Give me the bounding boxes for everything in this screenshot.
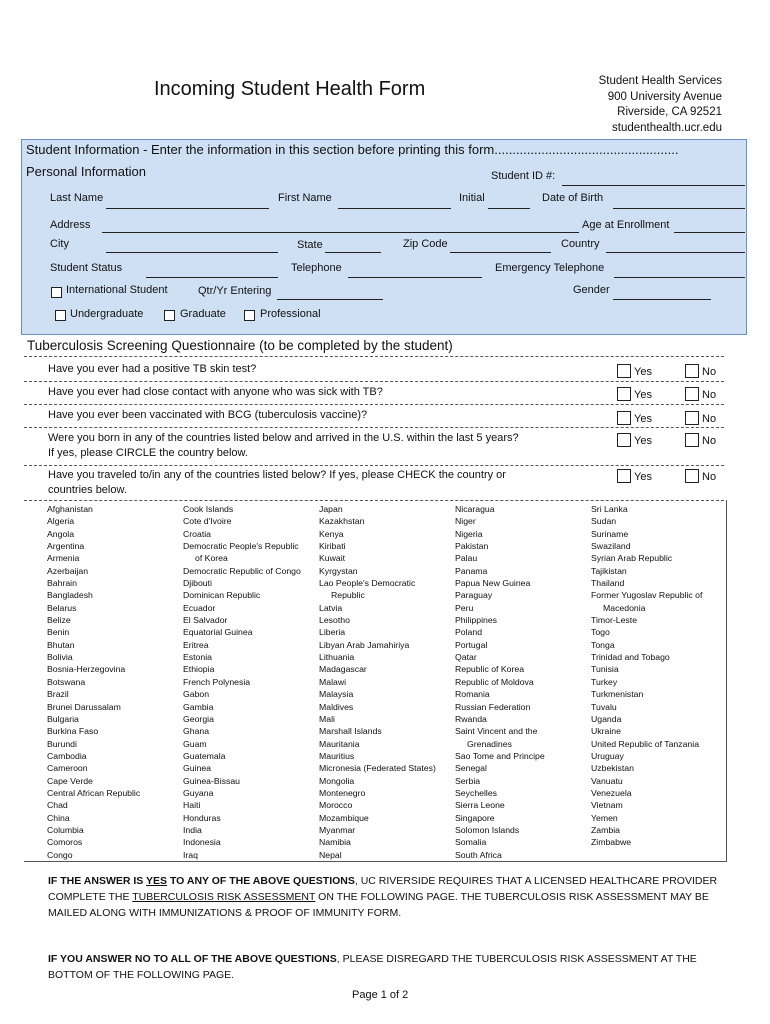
country-item: Niger: [455, 516, 476, 527]
country-item: Turkmenistan: [591, 689, 644, 700]
country-item: Japan: [319, 504, 343, 514]
country-item: Burundi: [47, 738, 77, 749]
country-item: Guinea: [183, 763, 212, 774]
country-item: Ukraine: [591, 726, 621, 737]
country-item: Croatia: [183, 528, 212, 539]
country-label: Country: [561, 238, 600, 250]
office-name: Student Health Services: [598, 75, 722, 87]
tb-question-5: [48, 468, 506, 498]
country-item: Haiti: [183, 800, 201, 811]
tb-question-5-line-1: Have you traveled to/in any of the countries listed below? If yes, please CHECK the country or: [48, 469, 506, 481]
address-field[interactable]: [102, 232, 579, 233]
country-item: Panama: [455, 565, 488, 576]
student-info-heading: Student Information - Enter the information in this section before printing this form...................................................: [26, 142, 679, 157]
country-item: Guinea-Bissau: [183, 775, 240, 786]
country-item: Former Yugoslav Republic of: [591, 590, 703, 601]
q1-no-checkbox[interactable]: [685, 364, 699, 378]
undergraduate-label: Undergraduate: [70, 308, 144, 320]
tb-question-1: Have you ever had a positive TB skin test?: [48, 363, 257, 375]
country-item: Cambodia: [47, 750, 87, 761]
q4-yes-label: Yes: [634, 435, 652, 447]
office-street: 900 University Avenue: [607, 90, 722, 103]
q2-yes-label: Yes: [634, 389, 652, 401]
q2-no-label: No: [702, 389, 717, 401]
country-item: Ghana: [183, 726, 210, 737]
country-item: Eritrea: [183, 639, 209, 650]
country-item: Serbia: [455, 775, 481, 786]
country-item: Dominican Republic: [183, 590, 261, 601]
country-item: Singapore: [455, 812, 495, 823]
q3-no-checkbox[interactable]: [685, 411, 699, 425]
country-item: Yemen: [591, 812, 618, 823]
country-item: Zambia: [591, 824, 620, 835]
country-item: Philippines: [455, 615, 498, 626]
country-item: Grenadines: [467, 738, 512, 749]
country-item: Kazakhstan: [319, 516, 365, 527]
dob-field[interactable]: [613, 208, 745, 209]
zip-field[interactable]: [450, 252, 551, 253]
country-item: Nepal: [319, 849, 342, 860]
page-number: Page 1 of 2: [352, 989, 409, 1001]
country-item: Bangladesh: [47, 590, 93, 601]
country-item: Portugal: [455, 639, 488, 650]
country-item: Iraq: [183, 849, 198, 860]
country-item: United Republic of Tanzania: [591, 738, 700, 749]
country-item: Belize: [47, 615, 71, 626]
telephone-field[interactable]: [348, 277, 482, 278]
country-item: Lithuania: [319, 652, 355, 663]
undergraduate-checkbox[interactable]: [55, 310, 66, 321]
country-item: Timor-Leste: [591, 615, 638, 626]
country-item: Malawi: [319, 676, 347, 687]
country-item: Republic of Moldova: [455, 676, 534, 687]
country-item: Sri Lanka: [591, 504, 628, 514]
country-item: Togo: [591, 627, 610, 638]
country-item: Malaysia: [319, 689, 354, 700]
office-address: [599, 74, 722, 136]
tb-question-2: Have you ever had close contact with anyone who was sick with TB?: [48, 386, 383, 398]
tb-question-4: [48, 431, 519, 461]
country-item: of Korea: [195, 553, 228, 564]
country-item: Uganda: [591, 713, 622, 724]
country-item: Sierra Leone: [455, 800, 505, 811]
country-item: Paraguay: [455, 590, 493, 601]
country-item: Benin: [47, 627, 70, 638]
telephone-label: Telephone: [291, 262, 342, 274]
country-item: Tajikistan: [591, 565, 627, 576]
country-item: Somalia: [455, 837, 487, 848]
country-item: Rwanda: [455, 713, 487, 724]
country-item: Republic of Korea: [455, 664, 525, 675]
country-item: Micronesia (Federated States): [319, 763, 436, 774]
country-item: Botswana: [47, 676, 86, 687]
student-status-field[interactable]: [146, 277, 278, 278]
country-item: Madagascar: [319, 664, 367, 675]
q4-no-label: No: [702, 435, 717, 447]
address-label: Address: [50, 219, 91, 231]
divider: [24, 381, 724, 382]
student-status-label: Student Status: [50, 262, 123, 274]
state-label: State: [297, 239, 323, 251]
q2-no-checkbox[interactable]: [685, 387, 699, 401]
office-web: studenthealth.ucr.edu: [612, 121, 722, 134]
country-item: Bolivia: [47, 652, 73, 663]
country-item: Brunei Darussalam: [47, 701, 121, 712]
country-item: Chad: [47, 800, 68, 811]
country-item: Estonia: [183, 652, 212, 663]
country-item: Algeria: [47, 516, 75, 527]
q5-no-checkbox[interactable]: [685, 469, 699, 483]
country-item: Mongolia: [319, 775, 355, 786]
country-item: Libyan Arab Jamahiriya: [319, 639, 410, 650]
office-city: Riverside, CA 92521: [617, 106, 722, 118]
country-item: Russian Federation: [455, 701, 531, 712]
country-column-2: [183, 503, 301, 861]
professional-label: Professional: [260, 308, 321, 320]
country-item: Saint Vincent and the: [455, 726, 538, 737]
tb-question-5-line-2: countries below.: [48, 484, 127, 496]
country-item: Congo: [47, 849, 73, 860]
q1-yes-label: Yes: [634, 366, 652, 378]
first-name-field[interactable]: [338, 208, 451, 209]
q4-no-checkbox[interactable]: [685, 433, 699, 447]
country-item: Qatar: [455, 652, 477, 663]
country-item: French Polynesia: [183, 676, 251, 687]
divider: [24, 465, 724, 466]
q1-no-label: No: [702, 366, 717, 378]
tb-question-3: Have you ever been vaccinated with BCG (tuberculosis vaccine)?: [48, 409, 368, 421]
country-item: Nicaragua: [455, 504, 495, 514]
country-item: Senegal: [455, 763, 487, 774]
country-item: Republic: [331, 590, 365, 601]
country-item: Angola: [47, 528, 75, 539]
country-item: Sudan: [591, 516, 617, 527]
country-item: Suriname: [591, 528, 629, 539]
country-item: Brazil: [47, 689, 69, 700]
country-item: Cook Islands: [183, 504, 234, 514]
dob-label: Date of Birth: [542, 192, 604, 204]
form-title: Incoming Student Health Form: [154, 78, 426, 100]
country-item: Armenia: [47, 553, 80, 564]
country-item: Burkina Faso: [47, 726, 99, 737]
country-item: Vanuatu: [591, 775, 623, 786]
country-item: Cote d'Ivoire: [183, 516, 232, 527]
country-item: Swaziland: [591, 541, 631, 552]
city-label: City: [50, 238, 69, 250]
country-item: Kuwait: [319, 553, 346, 564]
country-item: Cameroon: [47, 763, 88, 774]
country-item: Seychelles: [455, 787, 498, 798]
country-item: Uzbekistan: [591, 763, 634, 774]
country-item: Morocco: [319, 800, 353, 811]
emergency-telephone-label: Emergency Telephone: [495, 262, 605, 274]
country-item: Marshall Islands: [319, 726, 382, 737]
country-item: Liberia: [319, 627, 346, 638]
q3-yes-checkbox[interactable]: [617, 411, 631, 425]
country-item: Ecuador: [183, 602, 216, 613]
country-item: Palau: [455, 553, 478, 564]
country-item: Montenegro: [319, 787, 366, 798]
country-item: Kenya: [319, 528, 344, 539]
international-student-label: International Student: [66, 284, 168, 296]
divider: [24, 404, 724, 405]
qtr-entering-label: Qtr/Yr Entering: [198, 285, 272, 297]
country-item: Trinidad and Tobago: [591, 652, 670, 663]
country-column-4: [455, 503, 545, 861]
country-item: Thailand: [591, 578, 625, 589]
country-item: Romania: [455, 689, 490, 700]
country-item: Zimbabwe: [591, 837, 632, 848]
initial-field[interactable]: [488, 208, 530, 209]
country-item: Bhutan: [47, 639, 75, 650]
no-answer-notice: IF YOU ANSWER NO TO ALL OF THE ABOVE QUESTIONS, PLEASE DISREGARD THE TUBERCULOSIS RISK ASSESSMENT AT THE BOTTOM OF THE FOLLOWING PAGE.: [48, 953, 697, 981]
graduate-checkbox[interactable]: [164, 310, 175, 321]
country-item: Papua New Guinea: [455, 578, 531, 589]
country-item: Namibia: [319, 837, 351, 848]
country-item: Tunisia: [591, 664, 619, 675]
country-item: Kyrgystan: [319, 565, 358, 576]
country-item: Lao People's Democratic: [319, 578, 416, 589]
yes-answer-notice: IF THE ANSWER IS YES TO ANY OF THE ABOVE QUESTIONS, UC RIVERSIDE REQUIRES THAT A LICENSED HEALTHCARE PROVIDER COMPLETE THE TUBERCULOSIS RISK ASSESSMENT ON THE FOLLOWING PAGE. THE TUBERCULOSIS RISK ASSESSMENT MAY BE MAILED ALONG WITH IMMUNIZATIONS & PROOF OF IMMUNITY FORM.: [48, 875, 718, 919]
country-item: Lesotho: [319, 615, 350, 626]
city-field[interactable]: [106, 252, 278, 253]
tb-questionnaire-heading: Tuberculosis Screening Questionnaire (to be completed by the student): [27, 338, 453, 353]
emergency-telephone-field[interactable]: [614, 277, 745, 278]
country-column-1: [47, 503, 140, 861]
q5-yes-label: Yes: [634, 471, 652, 483]
country-item: Georgia: [183, 713, 214, 724]
gender-field[interactable]: [613, 299, 711, 300]
country-item: India: [183, 824, 202, 835]
country-item: Macedonia: [603, 602, 646, 613]
country-item: Djibouti: [183, 578, 212, 589]
zip-label: Zip Code: [403, 238, 448, 250]
country-item: Bulgaria: [47, 713, 79, 724]
country-item: Tuvalu: [591, 701, 617, 712]
country-item: Azerbaijan: [47, 565, 89, 576]
country-item: Mozambique: [319, 812, 369, 823]
country-item: Ethiopia: [183, 664, 215, 675]
personal-info-heading: Personal Information: [26, 164, 146, 179]
q1-yes-checkbox[interactable]: [617, 364, 631, 378]
professional-checkbox[interactable]: [244, 310, 255, 321]
divider: [24, 427, 724, 428]
student-id-label: Student ID #:: [491, 170, 556, 182]
country-item: Pakistan: [455, 541, 489, 552]
q4-yes-checkbox[interactable]: [617, 433, 631, 447]
last-name-field[interactable]: [106, 208, 269, 209]
q3-no-label: No: [702, 413, 717, 425]
country-item: Maldives: [319, 701, 354, 712]
country-item: Mali: [319, 713, 335, 724]
q2-yes-checkbox[interactable]: [617, 387, 631, 401]
country-column-3: [319, 503, 436, 861]
country-item: Central African Republic: [47, 787, 141, 798]
country-item: Bahrain: [47, 578, 77, 589]
age-label: Age at Enrollment: [582, 219, 670, 231]
country-item: Latvia: [319, 602, 343, 613]
last-name-label: Last Name: [50, 192, 104, 204]
q5-no-label: No: [702, 471, 717, 483]
country-item: Comoros: [47, 837, 83, 848]
first-name-label: First Name: [278, 192, 332, 204]
country-item: Nigeria: [455, 528, 483, 539]
country-item: Bosnia-Herzegovina: [47, 664, 126, 675]
country-item: Poland: [455, 627, 483, 638]
international-student-checkbox[interactable]: [51, 287, 62, 298]
country-item: Guatemala: [183, 750, 226, 761]
state-field[interactable]: [325, 252, 381, 253]
country-item: Vietnam: [591, 800, 623, 811]
country-item: Turkey: [591, 676, 618, 687]
gender-label: Gender: [573, 284, 610, 296]
country-item: Solomon Islands: [455, 824, 520, 835]
country-item: Argentina: [47, 541, 85, 552]
q5-yes-checkbox[interactable]: [617, 469, 631, 483]
country-item: Guam: [183, 738, 207, 749]
country-item: Peru: [455, 602, 474, 613]
country-item: Syrian Arab Republic: [591, 553, 673, 564]
country-item: Columbia: [47, 824, 84, 835]
country-item: Guyana: [183, 787, 214, 798]
country-item: China: [47, 812, 70, 823]
country-item: Mauritius: [319, 750, 355, 761]
divider: [24, 356, 724, 357]
country-item: Venezuela: [591, 787, 632, 798]
initial-label: Initial: [459, 192, 485, 204]
student-id-field[interactable]: [562, 185, 745, 186]
country-item: El Salvador: [183, 615, 228, 626]
country-item: Equatorial Guinea: [183, 627, 253, 638]
country-item: Afghanistan: [47, 504, 93, 514]
country-item: Cape Verde: [47, 775, 93, 786]
country-item: Gambia: [183, 701, 214, 712]
country-item: Myanmar: [319, 824, 356, 835]
q3-yes-label: Yes: [634, 413, 652, 425]
country-item: Democratic People's Republic: [183, 541, 299, 552]
country-item: Belarus: [47, 602, 77, 613]
tb-question-4-line-2: If yes, please CIRCLE the country below.: [48, 447, 248, 459]
country-column-5: [591, 503, 702, 849]
country-item: South Africa: [455, 849, 502, 860]
student-info-section: [21, 139, 747, 335]
graduate-label: Graduate: [180, 308, 226, 320]
qtr-entering-field[interactable]: [277, 299, 383, 300]
country-item: Gabon: [183, 689, 210, 700]
country-item: Uruguay: [591, 750, 624, 761]
age-field[interactable]: [674, 232, 745, 233]
country-item: Indonesia: [183, 837, 221, 848]
country-item: Sao Tome and Principe: [455, 750, 545, 761]
tb-question-4-line-1: Were you born in any of the countries listed below and arrived in the U.S. within the last 5 years?: [48, 432, 519, 444]
country-item: Honduras: [183, 812, 221, 823]
country-item: Tonga: [591, 639, 615, 650]
country-item: Kiribati: [319, 541, 346, 552]
country-item: Mauritania: [319, 738, 360, 749]
country-field[interactable]: [606, 252, 745, 253]
country-item: Democratic Republic of Congo: [183, 565, 301, 576]
